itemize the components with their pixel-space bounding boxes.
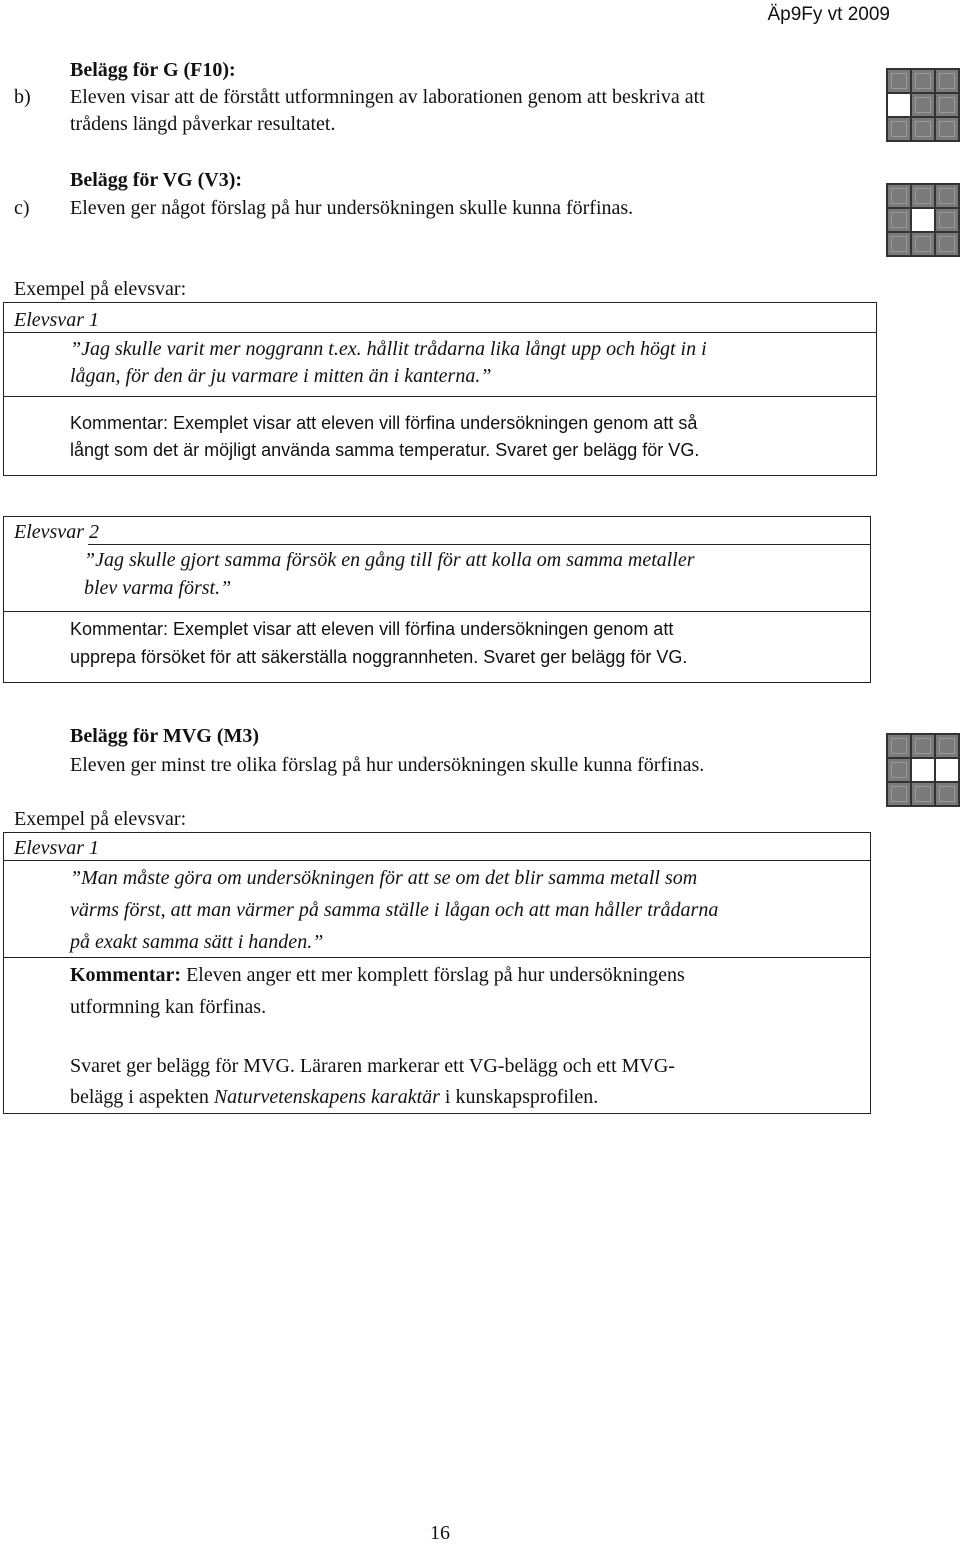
answer-label: Elevsvar 1 [14,309,99,331]
divider [3,957,871,958]
divider [3,860,871,861]
grid-cell [912,118,934,140]
answer-label: Elevsvar 1 [14,837,99,859]
comment-label: Kommentar: [70,413,169,433]
quote-line3: på exakt samma sätt i handen.” [70,931,324,953]
final-line1: Svaret ger belägg för MVG. Läraren markerar ett VG-belägg och ett MVG- [70,1055,675,1077]
grid-cell [912,783,934,805]
final-text-c: i kunskapsprofilen. [439,1086,599,1108]
assessment-grid-icon [886,733,960,807]
divider [3,396,877,397]
mvg-line1: Eleven ger minst tre olika förslag på hur undersökningen skulle kunna förfinas. [70,754,705,776]
grid-cell [936,118,958,140]
comment-text: Exemplet visar att eleven vill förfina undersökningen genom att så [168,413,698,433]
grid-cell [912,94,934,116]
grid-cell [888,70,910,92]
comment-text: Exemplet visar att eleven vill förfina undersökningen genom att [168,619,674,639]
divider [3,611,871,612]
grid-cell [888,783,910,805]
grid-cell [936,185,958,207]
g-line2: trådens längd påverkar resultatet. [70,113,336,135]
grid-cell [912,70,934,92]
g-letter: b) [14,86,31,108]
comment-line1 [70,615,673,643]
grid-cell [936,735,958,757]
grid-cell [888,233,910,255]
answer-label: Elevsvar 2 [14,521,99,543]
grid-cell [936,783,958,805]
grid-cell [936,759,958,781]
assessment-grid-icon [886,68,960,142]
final-line2 [70,1083,598,1111]
assessment-grid-icon [886,183,960,257]
mvg-heading: Belägg för MVG (M3) [70,725,260,747]
divider [3,332,877,333]
grid-cell [888,94,910,116]
grid-cell [936,233,958,255]
grid-cell [912,209,934,231]
grid-cell [888,185,910,207]
quote-line2: lågan, för den är ju varmare i mitten än i kanterna.” [70,365,492,387]
comment-line1 [70,409,697,437]
vg-line1: Eleven ger något förslag på hur undersökningen skulle kunna förfinas. [70,197,634,219]
comment-line2: upprepa försöket för att säkerställa noggrannheten. Svaret ger belägg för VG. [70,647,688,667]
example-heading: Exempel på elevsvar: [14,278,187,300]
grid-cell [888,759,910,781]
aspect-name: Naturvetenskapens karaktär [213,1086,440,1108]
grid-cell [936,70,958,92]
comment-text: Eleven anger ett mer komplett förslag på hur undersökningens [181,964,685,986]
g-line1: Eleven visar att de förstått utformningen av laborationen genom att beskriva att [70,86,705,108]
comment-line1 [70,961,685,989]
comment-label: Kommentar: [70,964,182,986]
quote-line1: ”Man måste göra om undersökningen för att se om det blir samma metall som [70,867,698,889]
final-text-a: belägg i aspekten [70,1086,214,1108]
grid-cell [936,94,958,116]
grid-cell [912,759,934,781]
g-heading: Belägg för G (F10): [70,59,236,81]
grid-cell [912,735,934,757]
page-header: Äp9Fy vt 2009 [767,4,890,25]
quote-line1: ”Jag skulle varit mer noggrann t.ex. hållit trådarna lika långt upp och högt in i [70,338,707,360]
grid-cell [888,118,910,140]
quote-line1: ”Jag skulle gjort samma försök en gång till för att kolla om samma metaller [84,549,695,571]
grid-cell [912,233,934,255]
grid-cell [912,185,934,207]
comment-label: Kommentar: [70,619,169,639]
comment-line2: långt som det är möjligt använda samma temperatur. Svaret ger belägg för VG. [70,440,700,460]
grid-cell [888,735,910,757]
quote-line2: värms först, att man värmer på samma ställe i lågan och att man håller trådarna [70,899,719,921]
grid-cell [936,209,958,231]
divider [88,544,871,545]
example-heading: Exempel på elevsvar: [14,808,187,830]
vg-letter: c) [14,197,30,219]
grid-cell [888,209,910,231]
vg-heading: Belägg för VG (V3): [70,169,243,191]
comment-line2: utformning kan förfinas. [70,996,267,1018]
page-number: 16 [430,1522,450,1544]
quote-line2: blev varma först.” [84,577,232,599]
